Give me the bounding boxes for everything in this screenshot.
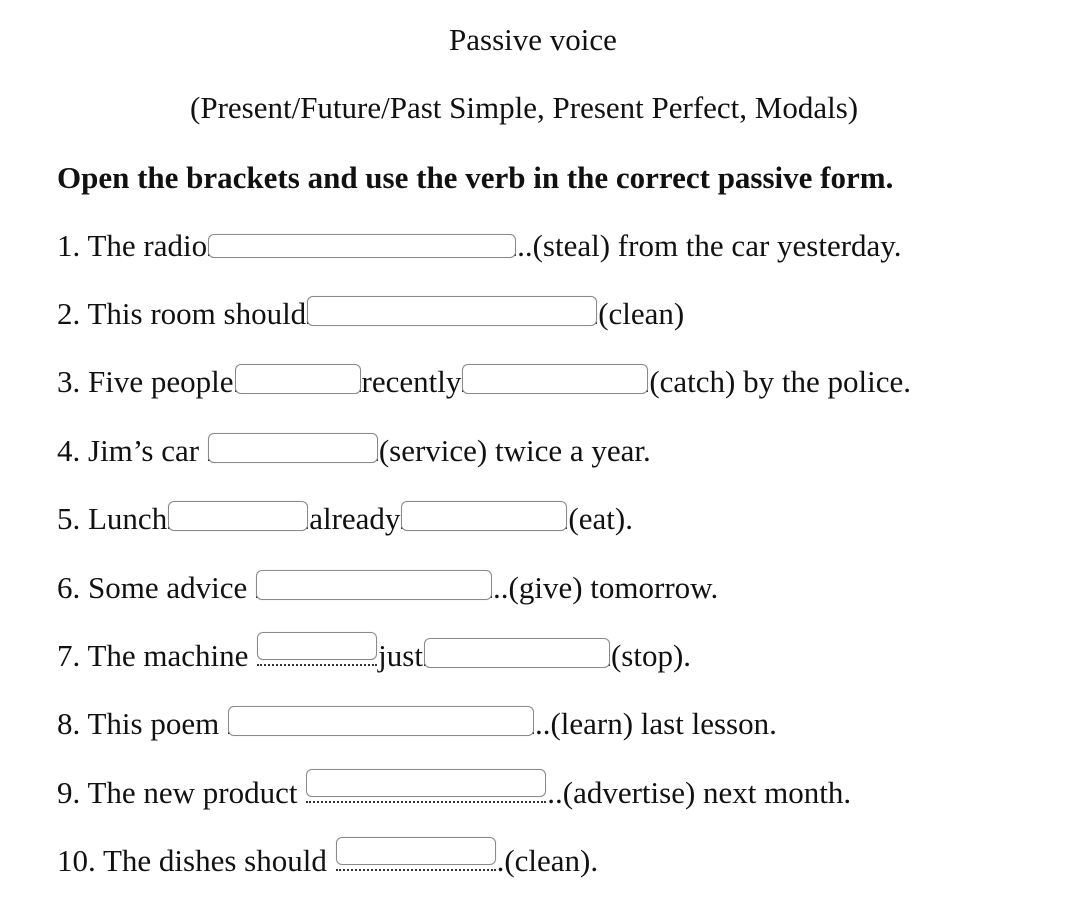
item-text: recently (361, 364, 462, 399)
exercise-item-3 (57, 364, 911, 400)
item-number: 2. (57, 296, 81, 331)
answer-input-7a[interactable] (257, 632, 377, 660)
exercise-item-8 (57, 706, 777, 742)
item-number: 5. (57, 501, 81, 536)
answer-input-6[interactable] (256, 570, 492, 600)
answer-input-3b[interactable] (462, 364, 648, 394)
answer-input-4[interactable] (208, 433, 378, 463)
item-text: Some advice (88, 570, 248, 605)
item-text: ..(advertise) next month. (547, 775, 852, 810)
item-text: ..(steal) from the car yesterday. (517, 228, 902, 263)
item-text: This room should (87, 296, 307, 331)
answer-input-5a[interactable] (168, 501, 308, 531)
item-text: Lunch (88, 501, 168, 536)
instruction: Open the brackets and use the verb in the correct passive form. (57, 160, 894, 195)
exercise-item-6 (57, 570, 718, 606)
item-text: The new product (87, 775, 298, 810)
page-subtitle: (Present/Future/Past Simple, Present Perfect, Modals) (190, 90, 859, 125)
item-text: just (378, 638, 423, 673)
exercise-item-2 (57, 296, 684, 332)
item-text: The machine (87, 638, 249, 673)
item-text: (catch) by the police. (649, 364, 911, 399)
exercise-item-5 (57, 501, 633, 537)
item-number: 1. (57, 228, 81, 263)
item-text: ..(learn) last lesson. (534, 706, 777, 741)
answer-input-10[interactable] (336, 837, 496, 865)
page-title: Passive voice (449, 22, 617, 57)
answer-input-7b[interactable] (424, 638, 610, 668)
item-text: (clean) (598, 296, 685, 331)
item-text: Jim’s car (88, 433, 200, 468)
item-number: 4. (57, 433, 81, 468)
item-number: 3. (57, 364, 81, 399)
item-number: 8. (57, 706, 81, 741)
item-text: The dishes should (102, 843, 327, 878)
item-text: (stop). (610, 638, 692, 673)
item-text: .(clean). (496, 843, 599, 878)
item-text: This poem (87, 706, 220, 741)
item-number: 9. (57, 775, 81, 810)
answer-input-9[interactable] (306, 769, 546, 797)
item-number: 10. (57, 843, 96, 878)
answer-input-2[interactable] (307, 296, 597, 326)
item-text: (service) twice a year. (378, 433, 651, 468)
exercise-item-1 (57, 228, 902, 264)
item-number: 6. (57, 570, 81, 605)
item-text: ..(give) tomorrow. (493, 570, 719, 605)
item-text: The radio (87, 228, 208, 263)
exercise-item-4 (57, 433, 651, 469)
item-number: 7. (57, 638, 81, 673)
exercise-item-10 (57, 843, 598, 879)
answer-input-1[interactable] (208, 234, 516, 258)
item-text: (eat). (568, 501, 633, 536)
answer-input-3a[interactable] (235, 364, 361, 394)
item-text: Five people (88, 364, 234, 399)
answer-input-5b[interactable] (401, 501, 567, 531)
exercise-item-9 (57, 775, 851, 811)
exercise-item-7 (57, 638, 691, 674)
item-text: already (309, 501, 401, 536)
answer-input-8[interactable] (228, 706, 534, 736)
